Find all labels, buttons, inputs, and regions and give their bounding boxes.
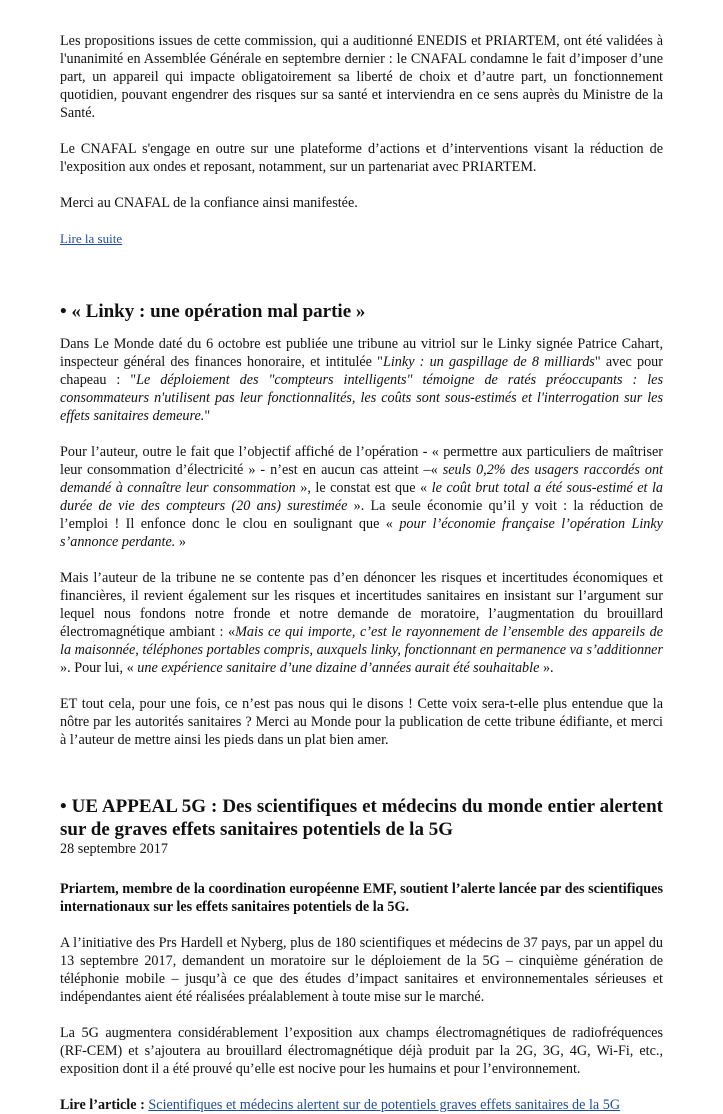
read-article-label: Lire l’article :: [60, 1097, 149, 1113]
linky-heading: • « Linky : une opération mal partie »: [60, 301, 366, 322]
appeal-5g-heading: • UE APPEAL 5G : Des scientifiques et médecins du monde entier alertent sur de graves effets sanitaires potentiels de la 5G: [60, 796, 663, 840]
document-page: [60, 32, 663, 1114]
appeal-5g-paragraph-2: La 5G augmentera considérablement l’exposition aux champs électromagnétiques de radiofréquences (RF-CEM) et s’ajoutera au brouillard électromagnétique déjà produit par la 2G, 3G, 4G, Wi-Fi, etc., exposition dont il a été prouvé qu’elle est nocive pour les humains et pour l’environnement.: [60, 1025, 663, 1077]
read-article-line: [60, 1096, 663, 1114]
cnafal-paragraph-3: Merci au CNAFAL de la confiance ainsi manifestée.: [60, 195, 358, 211]
read-more-link[interactable]: Lire la suite: [60, 231, 123, 246]
appeal-5g-section: [60, 795, 663, 1114]
appeal-5g-date: 28 septembre 2017: [60, 841, 168, 857]
linky-paragraph-2: Pour l’auteur, outre le fait que l’objectif affiché de l’opération - « permettre aux particuliers de maîtriser leur consommation d’électricité » - n’est en aucun cas atteint –« seuls 0,2% des usagers raccordés ont demandé à connaître leur consommation », le constat est que « le coût brut total a été sous-estimé et la durée de vie des compteurs (20 ans) surestimée ». La seule économie qu’il y voit : la réduction de l’emploi ! Il enfonce donc le clou en soulignant que « pour l’économie française l’opération Linky s’annonce perdante. »: [60, 444, 664, 550]
linky-paragraph-3: Mais l’auteur de la tribune ne se contente pas d’en dénoncer les risques et incertitudes économiques et financières, il revient également sur les risques et incertitudes sanitaires en insistant sur l’argument sur lequel nous fondons notre fronde et notre demande de moratoire, l’augmentation du brouillard électromagnétique ambiant : «Mais ce qui importe, c’est le rayonnement de l’ensemble des appareils de la maisonnée, téléphones portables compris, auxquels linky, fonctionnant en permanence va s’additionner ». Pour lui, « une expérience sanitaire d’une dizaine d’années aurait été souhaitable ».: [60, 570, 664, 676]
cnafal-paragraph-1: Les propositions issues de cette commission, qui a auditionné ENEDIS et PRIARTEM, ont été validées à l'unanimité en Assemblée Générale en septembre dernier : le CNAFAL condamne le fait d’imposer d’une part, un appareil qui impacte obligatoirement sa liberté de choix et d’autre part, un fonctionnement quotidien, pouvant engendrer des risques sur sa santé et interviendra en ce sens auprès du Ministre de la Santé.: [60, 33, 663, 121]
linky-paragraph-4: ET tout cela, pour une fois, ce n’est pas nous qui le disons ! Cette voix sera-t-elle plus entendue que la nôtre par les autorités sanitaires ? Merci au Monde pour la publication de cette tribune édifiante, et merci à l’auteur de mettre ainsi les pieds dans un plat bien amer.: [60, 696, 663, 748]
cnafal-section: [60, 32, 663, 248]
read-article-link[interactable]: Scientifiques et médecins alertent sur de potentiels graves effets sanitaires de la 5G: [148, 1097, 621, 1113]
appeal-5g-lead: Priartem, membre de la coordination européenne EMF, soutient l’alerte lancée par des scientifiques internationaux sur les effets sanitaires potentiels de la 5G.: [60, 881, 663, 915]
linky-paragraph-1: Dans Le Monde daté du 6 octobre est publiée une tribune au vitriol sur le Linky signée Patrice Cahart, inspecteur général des finances honoraire, et intitulée "Linky : un gaspillage de 8 milliards" avec pour chapeau : "Le déploiement des "compteurs intelligents" témoigne de ratés préoccupants : les consommateurs n'utilisent pas leur fonctionnalités, les coûts sont sous-estimés et l'interrogation sur les effets sanitaires demeure.": [60, 336, 663, 424]
cnafal-paragraph-2: Le CNAFAL s'engage en outre sur une plateforme d’actions et d’interventions visant la réduction de l'exposition aux ondes et reposant, notamment, sur un partenariat avec PRIARTEM.: [60, 141, 663, 175]
appeal-5g-paragraph-1: A l’initiative des Prs Hardell et Nyberg, plus de 180 scientifiques et médecins de 37 pays, par un appel du 13 septembre 2017, demandent un moratoire sur le déploiement de la 5G – cinquième génération de téléphonie mobile – jusqu’à ce que des études d’impact sanitaires et environnementales sérieuses et indépendantes aient été réalisées préalablement à toute mise sur le marché.: [60, 935, 663, 1005]
linky-section: [60, 300, 663, 749]
